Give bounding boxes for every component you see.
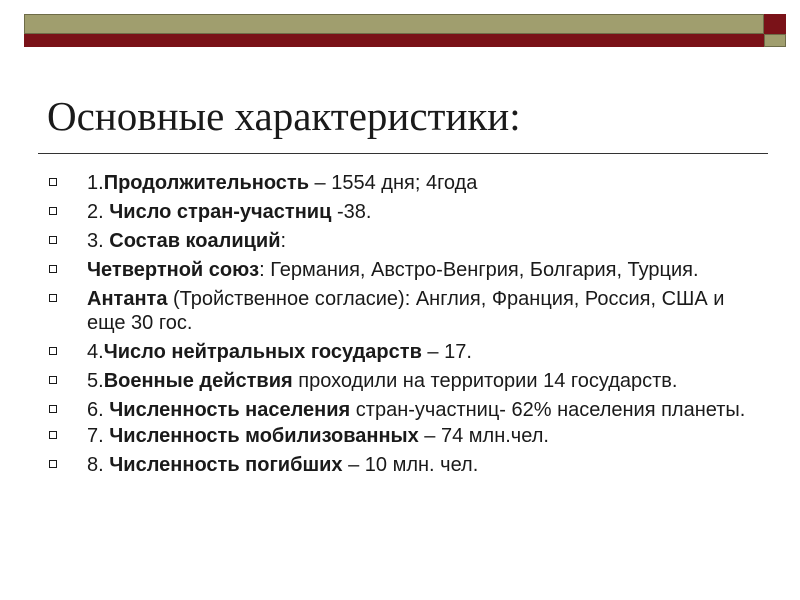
list-item [48, 424, 748, 448]
item-text: 3. Состав коалиций: [87, 230, 287, 252]
list-item [48, 229, 748, 253]
item-text: Антанта (Тройственное согласие): Англия, Франция, Россия, США и еще 30 гос. [87, 288, 725, 334]
item-text: 1.Продолжительность – 1554 дня; 4года [87, 172, 478, 194]
square-bullet-icon [49, 347, 57, 355]
square-bullet-icon [49, 236, 57, 244]
slide-title: Основные характеристики: [47, 93, 521, 139]
list-item [48, 200, 748, 224]
header-square-olive [764, 34, 786, 47]
header-band-maroon [24, 34, 764, 47]
item-text: 6. Численность населения стран-участниц- 62% населения планеты. [87, 399, 746, 421]
item-text: 8. Численность погибших – 10 млн. чел. [87, 454, 479, 476]
list-item [48, 340, 748, 364]
square-bullet-icon [49, 178, 57, 186]
square-bullet-icon [49, 460, 57, 468]
list-item [48, 258, 748, 282]
square-bullet-icon [49, 265, 57, 273]
title-divider [38, 153, 768, 154]
list-item [48, 287, 748, 335]
square-bullet-icon [49, 405, 57, 413]
item-text: 7. Численность мобилизованных – 74 млн.чел. [87, 425, 549, 447]
square-bullet-icon [49, 294, 57, 302]
item-text: 2. Число стран-участниц -38. [87, 201, 372, 223]
list-item [48, 171, 748, 195]
list-item [48, 369, 748, 393]
list-item [48, 398, 748, 422]
square-bullet-icon [49, 376, 57, 384]
square-bullet-icon [49, 431, 57, 439]
item-text: 5.Военные действия проходили на территории 14 государств. [87, 370, 678, 392]
header-square-maroon [764, 14, 786, 34]
item-text: Четвертной союз: Германия, Австро-Венгрия, Болгария, Турция. [87, 259, 699, 281]
list-item [48, 453, 748, 477]
square-bullet-icon [49, 207, 57, 215]
item-text: 4.Число нейтральных государств – 17. [87, 341, 472, 363]
header-band-olive [24, 14, 764, 34]
bullet-list [48, 171, 748, 482]
